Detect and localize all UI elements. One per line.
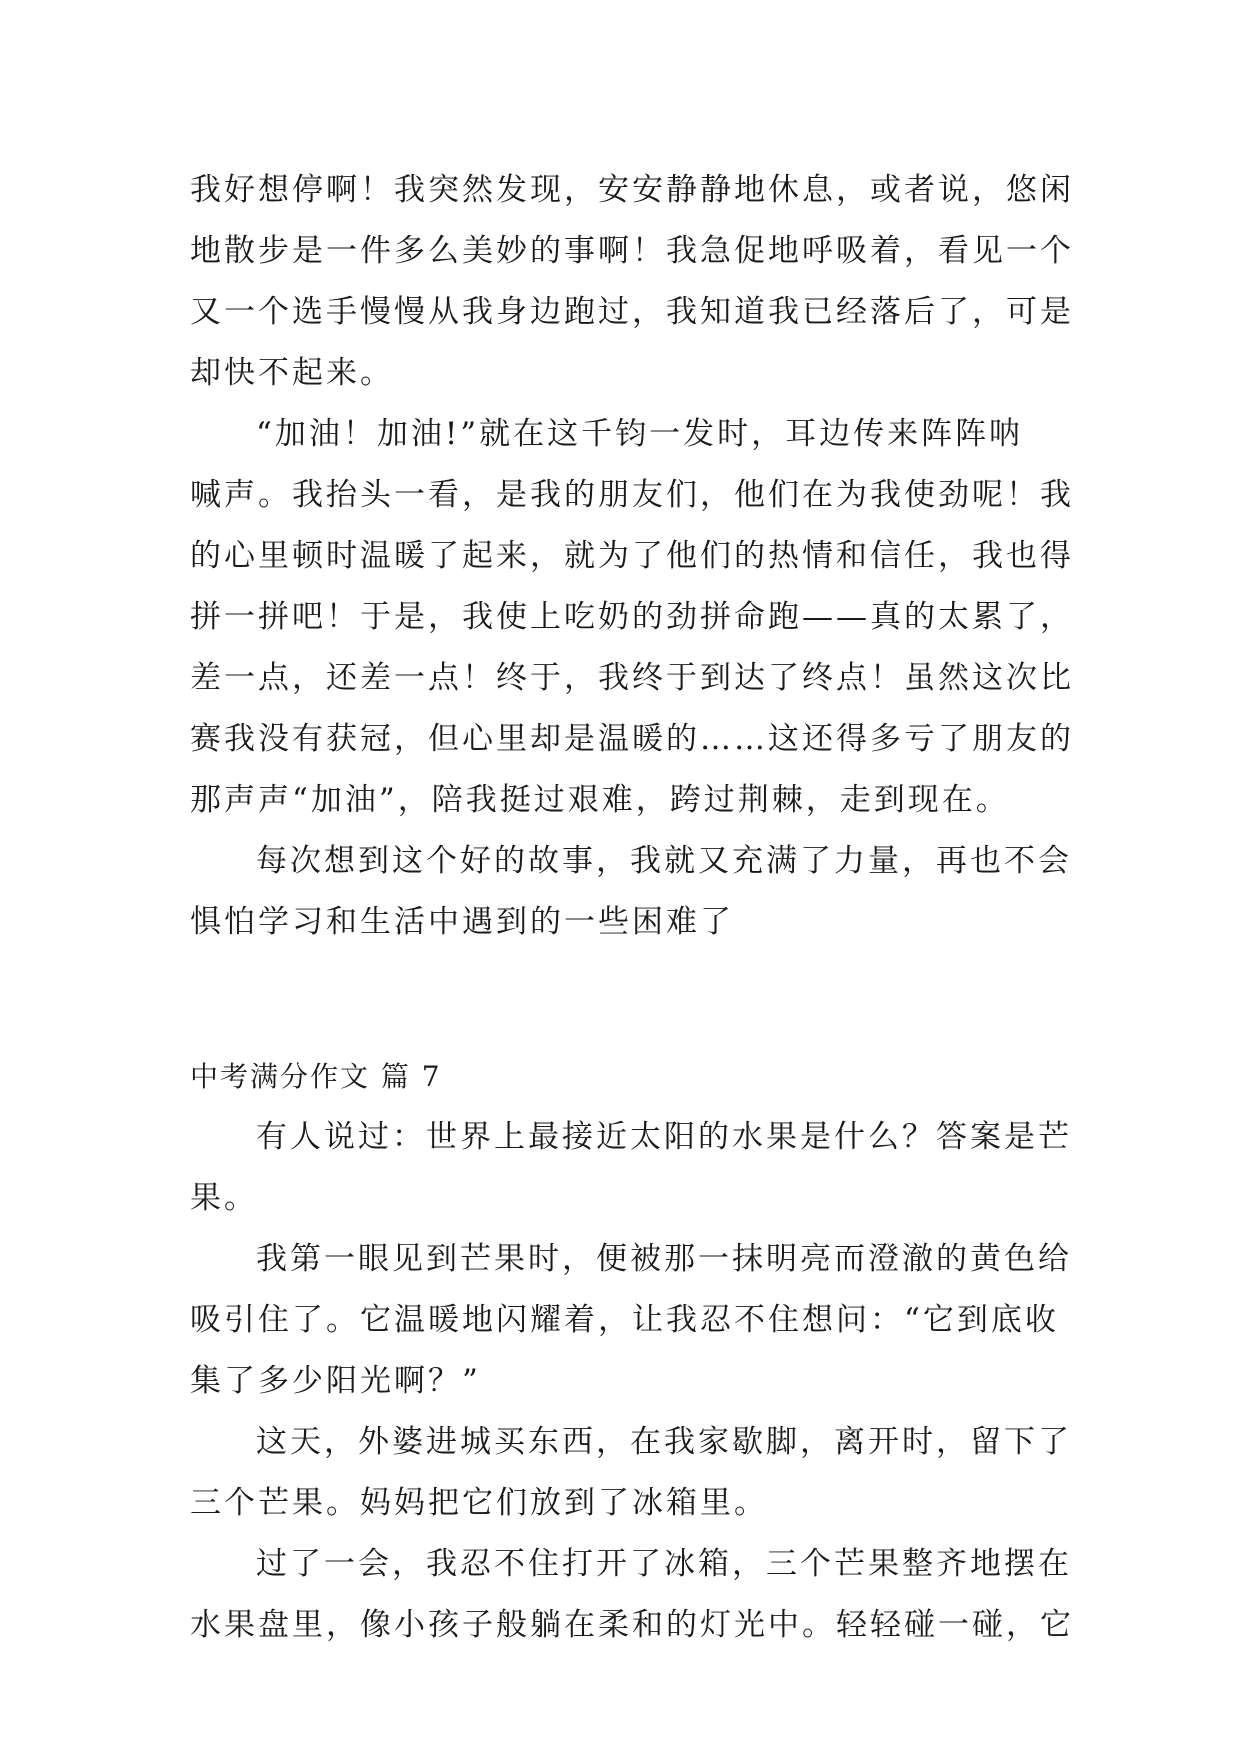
text-line: 我第一眼见到芒果时，便被那一抹明亮而澄澈的黄色给 (256, 1241, 1072, 1277)
text-line: 有人说过：世界上最接近太阳的水果是什么？答案是芒 (256, 1119, 1072, 1155)
text-line: 三个芒果。妈妈把它们放到了冰箱里。 (190, 1485, 768, 1521)
paragraph (190, 1107, 1072, 1229)
document-page (190, 160, 1074, 1656)
text-line: 这天，外婆进城买东西，在我家歇脚，离开时，留下了 (256, 1424, 1072, 1460)
text-line: 的心里顿时温暖了起来，就为了他们的热情和信任，我也得 (190, 538, 1074, 574)
paragraph (190, 1412, 1072, 1534)
text-line: 喊声。我抬头一看，是我的朋友们，他们在为我使劲呢！我 (190, 477, 1074, 513)
paragraph (190, 1534, 1074, 1656)
text-line: 集了多少阳光啊？” (190, 1363, 481, 1399)
text-line: 果。 (190, 1180, 258, 1216)
text-line: 又一个选手慢慢从我身边跑过，我知道我已经落后了，可是 (190, 294, 1074, 330)
text-line: 地散步是一件多么美妙的事啊！我急促地呼吸着，看见一个 (190, 233, 1074, 269)
paragraph (190, 160, 1074, 404)
paragraph (190, 1229, 1072, 1412)
essay-heading: 中考满分作文 篇 7 (190, 1060, 442, 1093)
text-line: 过了一会，我忍不住打开了冰箱，三个芒果整齐地摆在 (256, 1546, 1072, 1582)
text-line: “加油！加油!”就在这千钧一发时，耳边传来阵阵呐 (256, 416, 1024, 452)
text-line: 我好想停啊！我突然发现，安安静静地休息，或者说，悠闲 (190, 172, 1074, 208)
section-gap (190, 953, 1050, 1046)
text-line: 水果盘里，像小孩子般躺在柔和的灯光中。轻轻碰一碰，它 (190, 1607, 1074, 1643)
paragraph (190, 831, 1072, 953)
text-line: 惧怕学习和生活中遇到的一些困难了 (190, 904, 734, 940)
paragraph (190, 404, 1074, 831)
text-line: 每次想到这个好的故事，我就又充满了力量，再也不会 (256, 843, 1072, 879)
text-line: 那声声“加油”，陪我挺过艰难，跨过荆棘，走到现在。 (190, 782, 1010, 818)
text-line: 赛我没有获冠，但心里却是温暖的……这还得多亏了朋友的 (190, 721, 1074, 757)
text-line: 吸引住了。它温暖地闪耀着，让我忍不住想问：“它到底收 (190, 1302, 1059, 1338)
text-line: 拼一拼吧！于是，我使上吃奶的劲拼命跑——真的太累了， (190, 599, 1074, 635)
text-line: 差一点，还差一点！终于，我终于到达了终点！虽然这次比 (190, 660, 1074, 696)
text-line: 却快不起来。 (190, 355, 394, 391)
